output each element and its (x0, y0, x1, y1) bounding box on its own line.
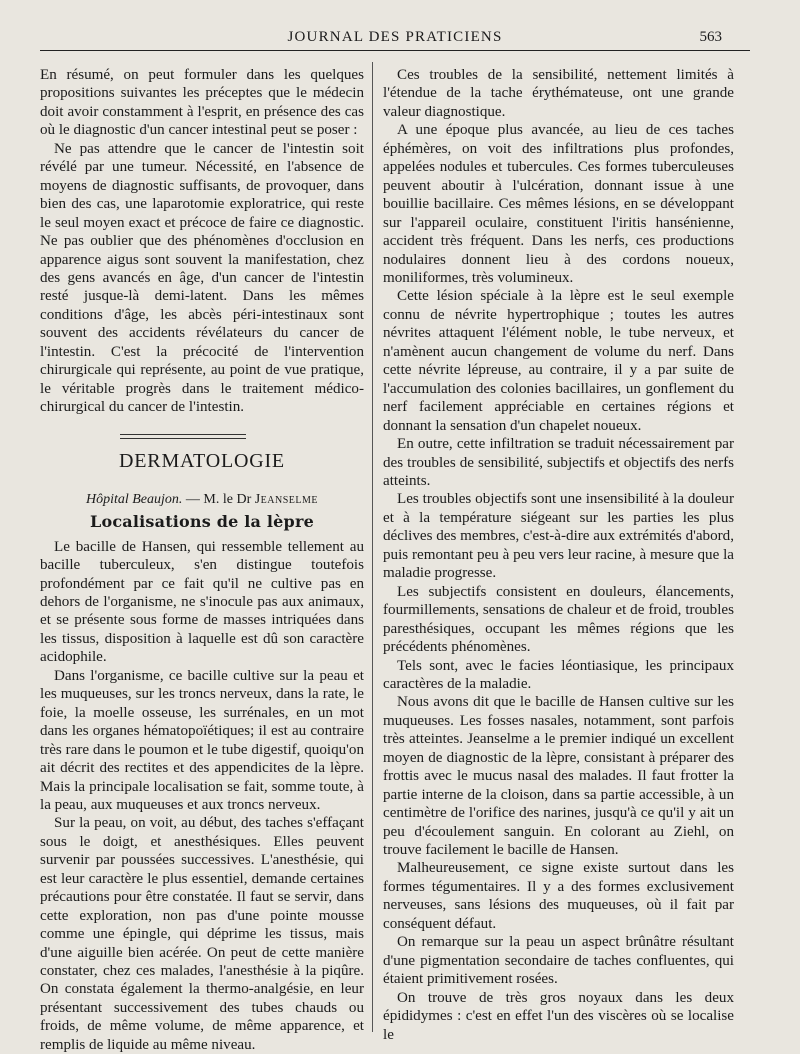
article-paragraph: Dans l'organisme, ce bacille cultive sur la peau et les muqueuses, sur les troncs nerveux, dans la rate, le foie, la moelle osseuse, les surrénales, en un mot dans les organes hématopoïétiques; il est au contraire très rare dans le poumon et le tube digestif, quoiqu'on ait décrit des rectites et des appendicites de la lèpre. Mais la principale localisation se fait, somme toute, à la peau, aux muqueuses et aux troncs nerveux. (40, 667, 364, 813)
byline-hospital: Hôpital Beaujon. (85, 491, 183, 507)
article-paragraph: Nous avons dit que le bacille de Hansen cultive sur les muqueuses. Les fosses nasales, notamment, sont parfois très atteintes. Jeanselme a le premier indiqué un excellent moyen de diagnostic de la lèpre, consistant à préparer des frottis avec le mucus nasal des malades. Il faut frotter la partie interne de la cloison, dans sa partie accessible, à un centimètre de l'orifice des narines, jusqu'à ce qu'il y ait un peu d'écoulement sanguin. En colorant au Ziehl, on trouve facilement le bacille de Hansen. (383, 694, 734, 859)
intro-paragraph: Ne pas attendre que le cancer de l'intestin soit révélé par une tumeur. Nécessité, en l'absence de moyens de diagnostic suffisants, de provoquer, dans bien des cas, une laparotomie exploratrice, qui reste le seul moyen exact et précoce de faire ce diagnostic. Ne pas oublier que des phénomènes d'occlusion en apparence aigus sont souvent la manifestation, chez des gens avancés en âge, d'un cancer de l'intestin resté jusque-là demi-latent. Dans les mêmes conditions d'âge, les abcès péri-intestinaux sont souvent des accidents révélateurs du cancer de l'intestin. C'est la précocité de l'intervention chirurgicale qui représente, au point de vue pratique, le véritable progrès dans le traitement médico-chirurgical du cancer de l'intestin. (40, 140, 364, 416)
running-header (40, 26, 750, 51)
article-paragraph: On trouve de très gros noyaux dans les deux épididymes : c'est en effet l'un des viscères où se localise le (383, 989, 734, 1043)
article-paragraph: En outre, cette infiltration se traduit nécessairement par des troubles de sensibilité, subjectifs et objectifs des nerfs atteints. (383, 436, 734, 489)
article-title: Localisations de la lèpre (90, 511, 314, 531)
right-column (383, 66, 734, 1044)
intro-paragraph: En résumé, on peut formuler dans les quelques propositions suivantes les préceptes que le médecin doit avoir constamment à l'esprit, en présence des cas où le diagnostic d'un cancer intestinal peut se poser : (40, 67, 364, 139)
byline-dash: — M. le Dr (182, 491, 255, 507)
article-paragraph: Les troubles objectifs sont une insensibilité à la douleur et à la température siégeant sur les parties les plus déclives des membres, c'est-à-dire aux extrémités d'abord, puis remontant peu à peu vers leur racine, à mesure que la maladie progresse. (383, 491, 734, 582)
journal-title: JOURNAL DES PRATICIENS (287, 29, 503, 45)
article-paragraph: Ces troubles de la sensibilité, nettement limités à l'étendue de la tache érythémateuse, ont une grande valeur diagnostique. (383, 67, 734, 120)
article-paragraph: Le bacille de Hansen, qui ressemble tellement au bacille tuberculeux, s'en distingue toutefois profondément par ce fait qu'il ne cultive pas en dehors de l'organisme, ne s'inocule pas aux animaux, et se présente sous forme de masses intriquées dans les tissus, disposition à laquelle est dû son caractère acidophile. (40, 538, 364, 666)
article-paragraph: Tels sont, avec le facies léontiasique, les principaux caractères de la maladie. (383, 657, 734, 692)
left-column (40, 66, 364, 1054)
article-paragraph: Cette lésion spéciale à la lèpre est le seul exemple connu de névrite hypertrophique ; toutes les autres névrites attaquent l'élément noble, le tube nerveux, et n'amènent aucun changement de volume du nerf. Dans cette névrite lépreuse, au contraire, il y a par suite de l'accumulation des colonies bacillaires, un gonflement du nerf facilement appréciable en certaines régions et donnant la sensation d'un chapelet noueux. (383, 288, 734, 434)
byline-author: Jeanselme (254, 491, 319, 507)
article-paragraph: A une époque plus avancée, au lieu de ces taches éphémères, on voit des infiltrations plus profondes, appelées nodules et tubercules. Ces formes tuberculeuses peuvent aboutir à l'ulcération, donnant issue à une bouillie bacillaire. Ces mêmes lésions, en se développant sur l'appareil oculaire, constituent l'iritis hansénienne, accident très fréquent. Dans les nerfs, ces productions nodulaires donnent lieu à des cordons noueux, moniliformes, très volumineux. (383, 122, 734, 286)
section-title: DERMATOLOGIE (119, 449, 285, 472)
article-paragraph: Sur la peau, on voit, au début, des taches s'effaçant sous le doigt, et anesthésiques. Elles peuvent survenir par poussées successives. L'anesthésie, qui est leur caractère le plus essentiel, demande certaines précautions pour être constatée. Il faut se servir, dans cette exploration, non pas d'une pointe mousse comme une épingle, qui déprime les tissus, mais d'une aiguille bien acérée. On peut de cette manière constater, chez ces malades, l'anesthésie à la piqûre. On constata également la thermo-analgésie, en leur présentant successivement des tubes chauds ou froids, de même volume, de même apparence, et remplis de liquide au même niveau. (40, 815, 364, 1053)
page-number: 563 (699, 29, 722, 45)
article-paragraph: Les subjectifs consistent en douleurs, élancements, fourmillements, sensations de chaleur et de froid, troubles paresthésiques, occupant les mêmes régions que les précédents phénomènes. (383, 583, 734, 656)
section-rule (120, 434, 246, 439)
article-paragraph: On remarque sur la peau un aspect brûnâtre résultant d'une pigmentation secondaire de taches confluentes, qui étaient primitivement rosées. (383, 934, 734, 988)
column-divider (372, 62, 373, 1032)
article-byline (40, 491, 364, 509)
article-paragraph: Malheureusement, ce signe existe surtout dans les formes tégumentaires. Il y a des formes exclusivement nerveuses, sans lésions des muqueuses, où il fait par conséquent défaut. (383, 860, 734, 932)
